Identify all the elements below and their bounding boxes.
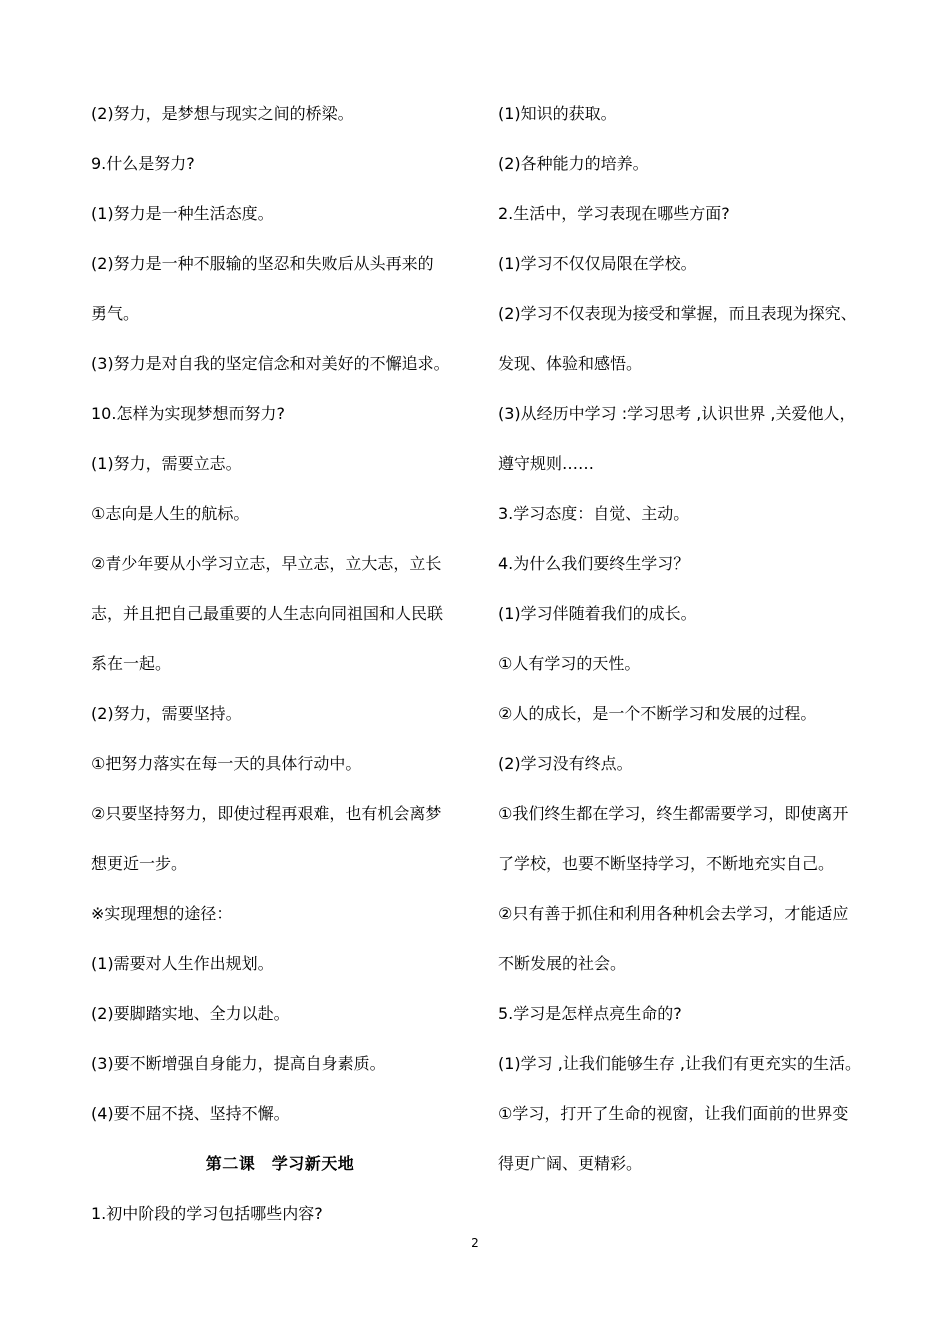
text-line: (3)从经历中学习 :学习思考 ,认识世界 ,关爱他人， — [498, 404, 856, 423]
right-column — [498, 89, 878, 1189]
text-line: (2)学习不仅表现为接受和掌握，而且表现为探究、 — [498, 304, 857, 323]
text-line: 发现、体验和感悟。 — [498, 354, 643, 373]
text-line: ②青少年要从小学习立志，早立志，立大志，立长 — [91, 554, 442, 573]
lesson-title: 第二课 学习新天地 — [205, 1154, 355, 1173]
text-line: 不断发展的社会。 — [498, 954, 627, 973]
text-line: (2)努力是一种不服输的坚忍和失败后从头再来的 — [91, 254, 434, 273]
text-line: (2)学习没有终点。 — [498, 754, 633, 773]
text-line: (3)要不断增强自身能力，提高自身素质。 — [91, 1054, 386, 1073]
text-line: ①人有学习的天性。 — [498, 654, 641, 673]
question-heading: 3.学习态度：自觉、主动。 — [498, 504, 690, 523]
text-line: (1)需要对人生作出规划。 — [91, 954, 274, 973]
text-line: 了学校，也要不断坚持学习，不断地充实自己。 — [498, 854, 835, 873]
text-line: ②人的成长，是一个不断学习和发展的过程。 — [498, 704, 817, 723]
text-line: ①志向是人生的航标。 — [91, 504, 250, 523]
text-line: 系在一起。 — [91, 654, 172, 673]
text-line: (4)要不屈不挠、坚持不懈。 — [91, 1104, 290, 1123]
text-line: (1)学习 ,让我们能够生存 ,让我们有更充实的生活。 — [498, 1054, 862, 1073]
text-line: (2)要脚踏实地、全力以赴。 — [91, 1004, 290, 1023]
text-line: (2)各种能力的培养。 — [498, 154, 649, 173]
question-heading: 1.初中阶段的学习包括哪些内容? — [91, 1204, 323, 1223]
text-line: 想更近一步。 — [91, 854, 188, 873]
question-heading: 10.怎样为实现梦想而努力? — [91, 404, 285, 423]
text-line: (1)学习伴随着我们的成长。 — [498, 604, 697, 623]
text-line: (3)努力是对自我的坚定信念和对美好的不懈追求。 — [91, 354, 450, 373]
page-number: 2 — [471, 1236, 479, 1250]
text-line: ①把努力落实在每一天的具体行动中。 — [91, 754, 362, 773]
text-line: 勇气。 — [91, 304, 140, 323]
question-heading: 9.什么是努力? — [91, 154, 195, 173]
text-line: ※实现理想的途径： — [91, 904, 233, 923]
text-line: 志，并且把自己最重要的人生志向同祖国和人民联 — [91, 604, 444, 623]
left-column — [91, 89, 469, 1239]
question-heading: 5.学习是怎样点亮生命的? — [498, 1004, 682, 1023]
text-line: 遵守规则…… — [498, 454, 595, 473]
text-line: ①我们终生都在学习，终生都需要学习，即使离开 — [498, 804, 849, 823]
text-line: ②只要坚持努力，即使过程再艰难，也有机会离梦 — [91, 804, 442, 823]
text-line: (1)知识的获取。 — [498, 104, 617, 123]
text-line: ①学习，打开了生命的视窗，让我们面前的世界变 — [498, 1104, 849, 1123]
question-heading: 4.为什么我们要终生学习？ — [498, 554, 690, 573]
text-line: (1)努力，需要立志。 — [91, 454, 242, 473]
text-line: (2)努力，需要坚持。 — [91, 704, 242, 723]
text-line: ②只有善于抓住和利用各种机会去学习，才能适应 — [498, 904, 849, 923]
text-line: (1)努力是一种生活态度。 — [91, 204, 274, 223]
question-heading: 2.生活中，学习表现在哪些方面? — [498, 204, 730, 223]
text-line: (2)努力，是梦想与现实之间的桥梁。 — [91, 104, 354, 123]
text-line: (1)学习不仅仅局限在学校。 — [498, 254, 697, 273]
text-line: 得更广阔、更精彩。 — [498, 1154, 643, 1173]
